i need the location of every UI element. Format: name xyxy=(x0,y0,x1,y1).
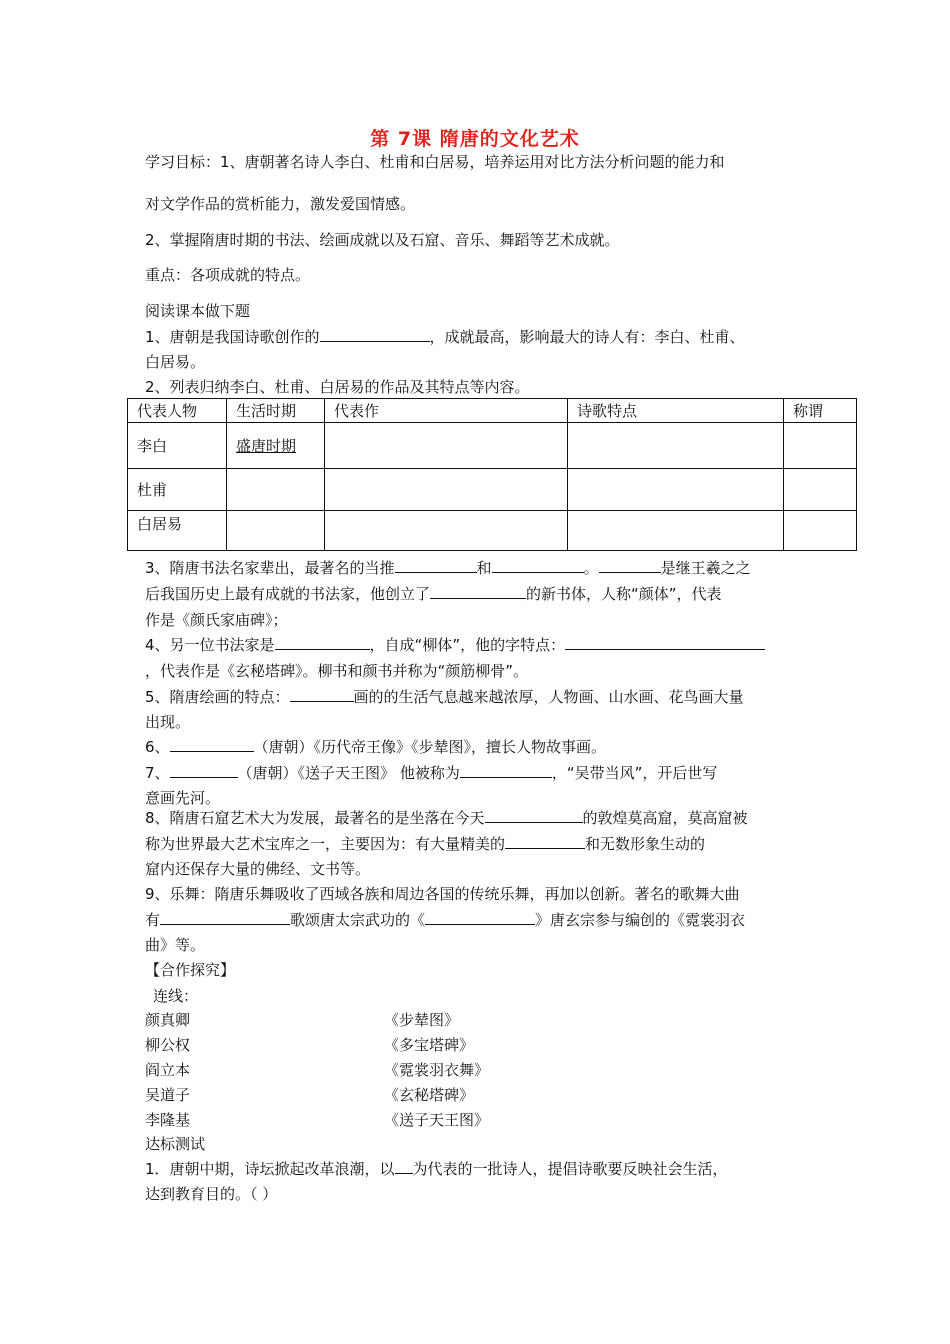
table-row xyxy=(128,469,857,511)
table-cell[interactable] xyxy=(784,511,857,551)
match-right-item[interactable]: 《玄秘塔碑》 xyxy=(384,1086,475,1104)
match-left-item[interactable]: 李隆基 xyxy=(145,1111,191,1129)
question-2: 2、列表归纳李白、杜甫、白居易的作品及其特点等内容。 xyxy=(145,378,530,396)
test-question-1-cont: 达到教育目的。（ ） xyxy=(145,1185,278,1203)
question-1-cont: 白居易。 xyxy=(145,353,206,371)
question-8: 8、隋唐石窟艺术大为发展，最著名的是坐落在今天 的敦煌莫高窟，莫高窟被 xyxy=(145,809,748,827)
question-3: 3、隋唐书法名家辈出，最著名的当推 和 。 是继王羲之之 xyxy=(145,559,751,577)
blank-field[interactable] xyxy=(275,635,370,650)
question-9-end: 曲》等。 xyxy=(145,936,206,954)
coop-instruction: 连线： xyxy=(153,987,199,1005)
table-cell: 盛唐时期 xyxy=(227,423,325,469)
question-6: 6、 （唐朝）《历代帝王像》《步辇图》，擅长人物故事画。 xyxy=(145,738,607,756)
table-header: 代表人物 xyxy=(128,399,227,423)
focus-line: 重点：各项成就的特点。 xyxy=(145,266,311,284)
blank-field[interactable] xyxy=(395,1159,413,1174)
match-right-item[interactable]: 《步辇图》 xyxy=(384,1011,460,1029)
blank-field[interactable] xyxy=(170,763,238,778)
table-cell[interactable] xyxy=(784,423,857,469)
table-header: 生活时期 xyxy=(227,399,325,423)
table-header: 代表作 xyxy=(325,399,568,423)
table-cell[interactable] xyxy=(568,469,784,511)
blank-field[interactable] xyxy=(395,558,477,573)
table-header: 称谓 xyxy=(784,399,857,423)
test-question-1: 1．唐朝中期，诗坛掀起改革浪潮，以 为代表的一批诗人，提倡诗歌要反映社会生活， xyxy=(145,1160,728,1178)
table-cell[interactable] xyxy=(325,511,568,551)
blank-field[interactable] xyxy=(505,834,585,849)
table-cell: 李白 xyxy=(128,423,227,469)
question-9: 9、乐舞：隋唐乐舞吸收了西域各族和周边各国的传统乐舞，再加以创新。著名的歌舞大曲 xyxy=(145,885,740,903)
question-8-end: 窟内还保存大量的佛经、文书等。 xyxy=(145,860,371,878)
question-4-cont: ，代表作是《玄秘塔碑》。柳书和颜书并称为“颜筋柳骨”。 xyxy=(145,662,529,680)
table-cell[interactable] xyxy=(784,469,857,511)
blank-field[interactable] xyxy=(170,737,254,752)
blank-field[interactable] xyxy=(320,327,430,342)
blank-field[interactable] xyxy=(599,558,661,573)
match-right-item[interactable]: 《霓裳羽衣舞》 xyxy=(384,1061,490,1079)
table-header: 诗歌特点 xyxy=(568,399,784,423)
question-4: 4、另一位书法家是 ，自成“柳体”，他的字特点： xyxy=(145,635,765,655)
table-cell[interactable] xyxy=(568,423,784,469)
match-left-item[interactable]: 阎立本 xyxy=(145,1061,191,1079)
table-cell[interactable] xyxy=(227,469,325,511)
table-cell[interactable] xyxy=(227,511,325,551)
objectives-line3: 2、掌握隋唐时期的书法、绘画成就以及石窟、音乐、舞蹈等艺术成就。 xyxy=(145,231,620,249)
blank-field[interactable] xyxy=(460,763,552,778)
question-7-cont: 意画先河。 xyxy=(145,789,221,807)
table-cell: 杜甫 xyxy=(128,469,227,511)
question-8-cont: 称为世界最大艺术宝库之一，主要因为：有大量精美的 和无数形象生动的 xyxy=(145,835,706,853)
question-3-end: 作是《颜氏家庙碑》； xyxy=(145,611,288,629)
table-row xyxy=(128,423,857,469)
table-cell[interactable] xyxy=(325,423,568,469)
match-left-item[interactable]: 吴道子 xyxy=(145,1086,191,1104)
match-left-item[interactable]: 颜真卿 xyxy=(145,1011,191,1029)
table-row xyxy=(128,511,857,551)
question-3-cont: 后我国历史上最有成就的书法家，他创立了 的新书体，人称“颜体”，代表 xyxy=(145,585,722,603)
question-7: 7、 （唐朝）《送子天王图》 他被称为 ，“吴带当风”，开后世写 xyxy=(145,764,718,782)
match-right-item[interactable]: 《多宝塔碑》 xyxy=(384,1036,475,1054)
poet-table xyxy=(127,398,857,551)
blank-field[interactable] xyxy=(565,635,765,650)
page-title: 第 7课 隋唐的文化艺术 xyxy=(370,128,580,150)
objectives-line1: 学习目标：1、唐朝著名诗人李白、杜甫和白居易，培养运用对比方法分析问题的能力和 xyxy=(145,153,725,171)
blank-field[interactable] xyxy=(430,584,526,599)
test-header: 达标测试 xyxy=(145,1135,206,1153)
objectives-line2: 对文学作品的赏析能力，激发爱国情感。 xyxy=(145,195,416,213)
question-5: 5、隋唐绘画的特点： 画的的生活气息越来越浓厚，人物画、山水画、花鸟画大量 xyxy=(145,688,744,706)
table-cell[interactable] xyxy=(325,469,568,511)
blank-field[interactable] xyxy=(425,910,535,925)
table-cell: 白居易 xyxy=(128,511,227,551)
coop-header: 【合作探究】 xyxy=(145,961,236,979)
question-1: 1、唐朝是我国诗歌创作的 ，成就最高，影响最大的诗人有：李白、杜甫、 xyxy=(145,328,745,346)
blank-field[interactable] xyxy=(290,687,354,702)
match-right-item[interactable]: 《送子天王图》 xyxy=(384,1111,490,1129)
blank-field[interactable] xyxy=(485,808,583,823)
question-5-cont: 出现。 xyxy=(145,713,191,731)
question-9-cont: 有 歌颂唐太宗武功的《 》唐玄宗参与编创的《霓裳羽衣 xyxy=(145,911,746,929)
table-header-row xyxy=(128,399,857,423)
table-cell[interactable] xyxy=(568,511,784,551)
blank-field[interactable] xyxy=(160,910,290,925)
blank-field[interactable] xyxy=(492,558,584,573)
match-left-item[interactable]: 柳公权 xyxy=(145,1036,191,1054)
reading-header: 阅读课本做下题 xyxy=(145,302,251,320)
